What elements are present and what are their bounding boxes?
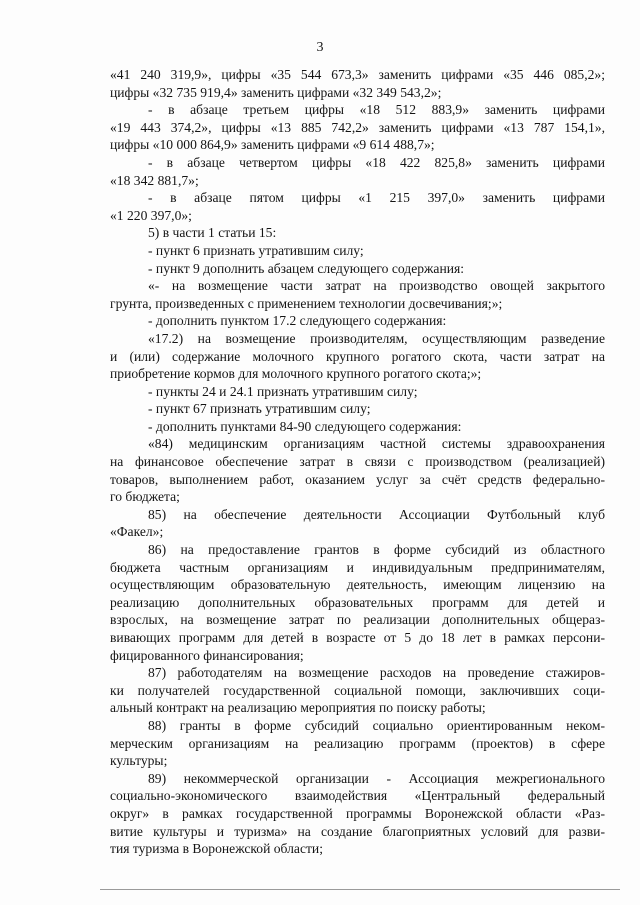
- text-line: - пункты 24 и 24.1 признать утратившим силу;: [148, 383, 418, 399]
- text-line: - пункт 9 дополнить абзацем следующего содержания:: [148, 260, 465, 276]
- text-line: 87) работодателям на возмещение расходов на проведение стажиров-: [148, 665, 605, 681]
- text-line: альный контракт на реализацию мероприятия по поиску работы;: [110, 700, 486, 716]
- text-line: культуры;: [110, 753, 168, 769]
- text-line: «- на возмещение части затрат на производство овощей закрытого: [148, 278, 605, 294]
- text-line: - в абзаце четвертом цифры «18 422 825,8» заменить цифрами: [148, 154, 605, 170]
- text-line: цифры «32 735 919,4» заменить цифрами «32 349 543,2»;: [110, 84, 442, 100]
- text-line: взрослых, на возмещение затрат по реализации дополнительных общераз-: [110, 612, 605, 628]
- text-line: - дополнить пунктами 84-90 следующего содержания:: [148, 418, 462, 434]
- text-line: «19 443 374,2», цифры «13 885 742,2» заменить цифрами «13 787 154,1»,: [110, 119, 605, 135]
- text-line: «41 240 319,9», цифры «35 544 673,3» заменить цифрами «35 446 085,2»;: [110, 67, 605, 82]
- text-line: 5) в части 1 статьи 15:: [148, 225, 277, 241]
- text-line: ки получателей государственной социальной помощи, заключивших соци-: [110, 682, 605, 698]
- page-bottom-rule: [100, 889, 620, 890]
- text-line: 85) на обеспечение деятельности Ассоциации Футбольный клуб: [148, 506, 605, 522]
- text-line: осуществляющим образовательную деятельность, имеющим лицензию на: [110, 577, 605, 593]
- text-line: - в абзаце пятом цифры «1 215 397,0» заменить цифрами: [148, 190, 605, 206]
- text-line: приобретение кормов для молочного крупного рогатого скота;»;: [110, 366, 482, 382]
- text-line: - пункт 6 признать утратившим силу;: [148, 242, 364, 258]
- text-line: го бюджета;: [110, 489, 180, 505]
- text-line: - в абзаце третьем цифры «18 512 883,9» заменить цифрами: [148, 102, 605, 118]
- text-line: реализацию дополнительных образовательных программ для детей и: [110, 594, 605, 610]
- text-line: мерческим организациям на реализацию программ (проектов) в сфере: [110, 735, 605, 751]
- text-line: «1 220 397,0»;: [110, 207, 192, 223]
- text-line: «18 342 881,7»;: [110, 172, 199, 188]
- text-line: цифры «10 000 864,9» заменить цифрами «9 614 488,7»;: [110, 137, 435, 153]
- text-line: «17.2) на возмещение производителям, осуществляющим разведение: [148, 330, 605, 346]
- text-line: «84) медицинским организациям частной системы здравоохранения: [148, 436, 605, 452]
- text-line: товаров, выполнением работ, оказанием услуг за счёт средств федерально-: [110, 471, 605, 487]
- page-number: 3: [316, 40, 324, 55]
- text-line: социально-экономического взаимодействия «Центральный федеральный: [110, 788, 605, 804]
- text-line: тия туризма в Воронежской области;: [110, 841, 323, 857]
- text-line: «Факел»;: [110, 524, 164, 540]
- text-line: и (или) содержание молочного крупного рогатого скота, части затрат на: [110, 348, 605, 364]
- text-line: витие культуры и туризма» на создание благоприятных условий для разви-: [110, 823, 605, 839]
- text-line: 89) некоммерческой организации - Ассоциация межрегионального: [148, 770, 605, 786]
- text-line: грунта, произведенных с применением технологии досвечивания;»;: [110, 295, 503, 311]
- text-line: вивающих программ для детей в возрасте от 5 до 18 лет в рамках персони-: [110, 630, 605, 645]
- text-line: 88) гранты в форме субсидий социально ориентированным неком-: [148, 717, 605, 733]
- text-line: округ» в рамках государственной программы Воронежской области «Раз-: [110, 805, 605, 821]
- text-line: 86) на предоставление грантов в форме субсидий из областного: [148, 542, 605, 558]
- text-line: - дополнить пунктом 17.2 следующего содержания:: [148, 313, 447, 329]
- document-body: [110, 66, 605, 858]
- text-line: на финансовое обеспечение затрат в связи с производством (реализацией): [110, 454, 605, 470]
- text-line: - пункт 67 признать утратившим силу;: [148, 401, 371, 417]
- text-line: бюджета частным организациям и индивидуальным предпринимателям,: [110, 559, 605, 575]
- text-line: фицированного финансирования;: [110, 647, 304, 663]
